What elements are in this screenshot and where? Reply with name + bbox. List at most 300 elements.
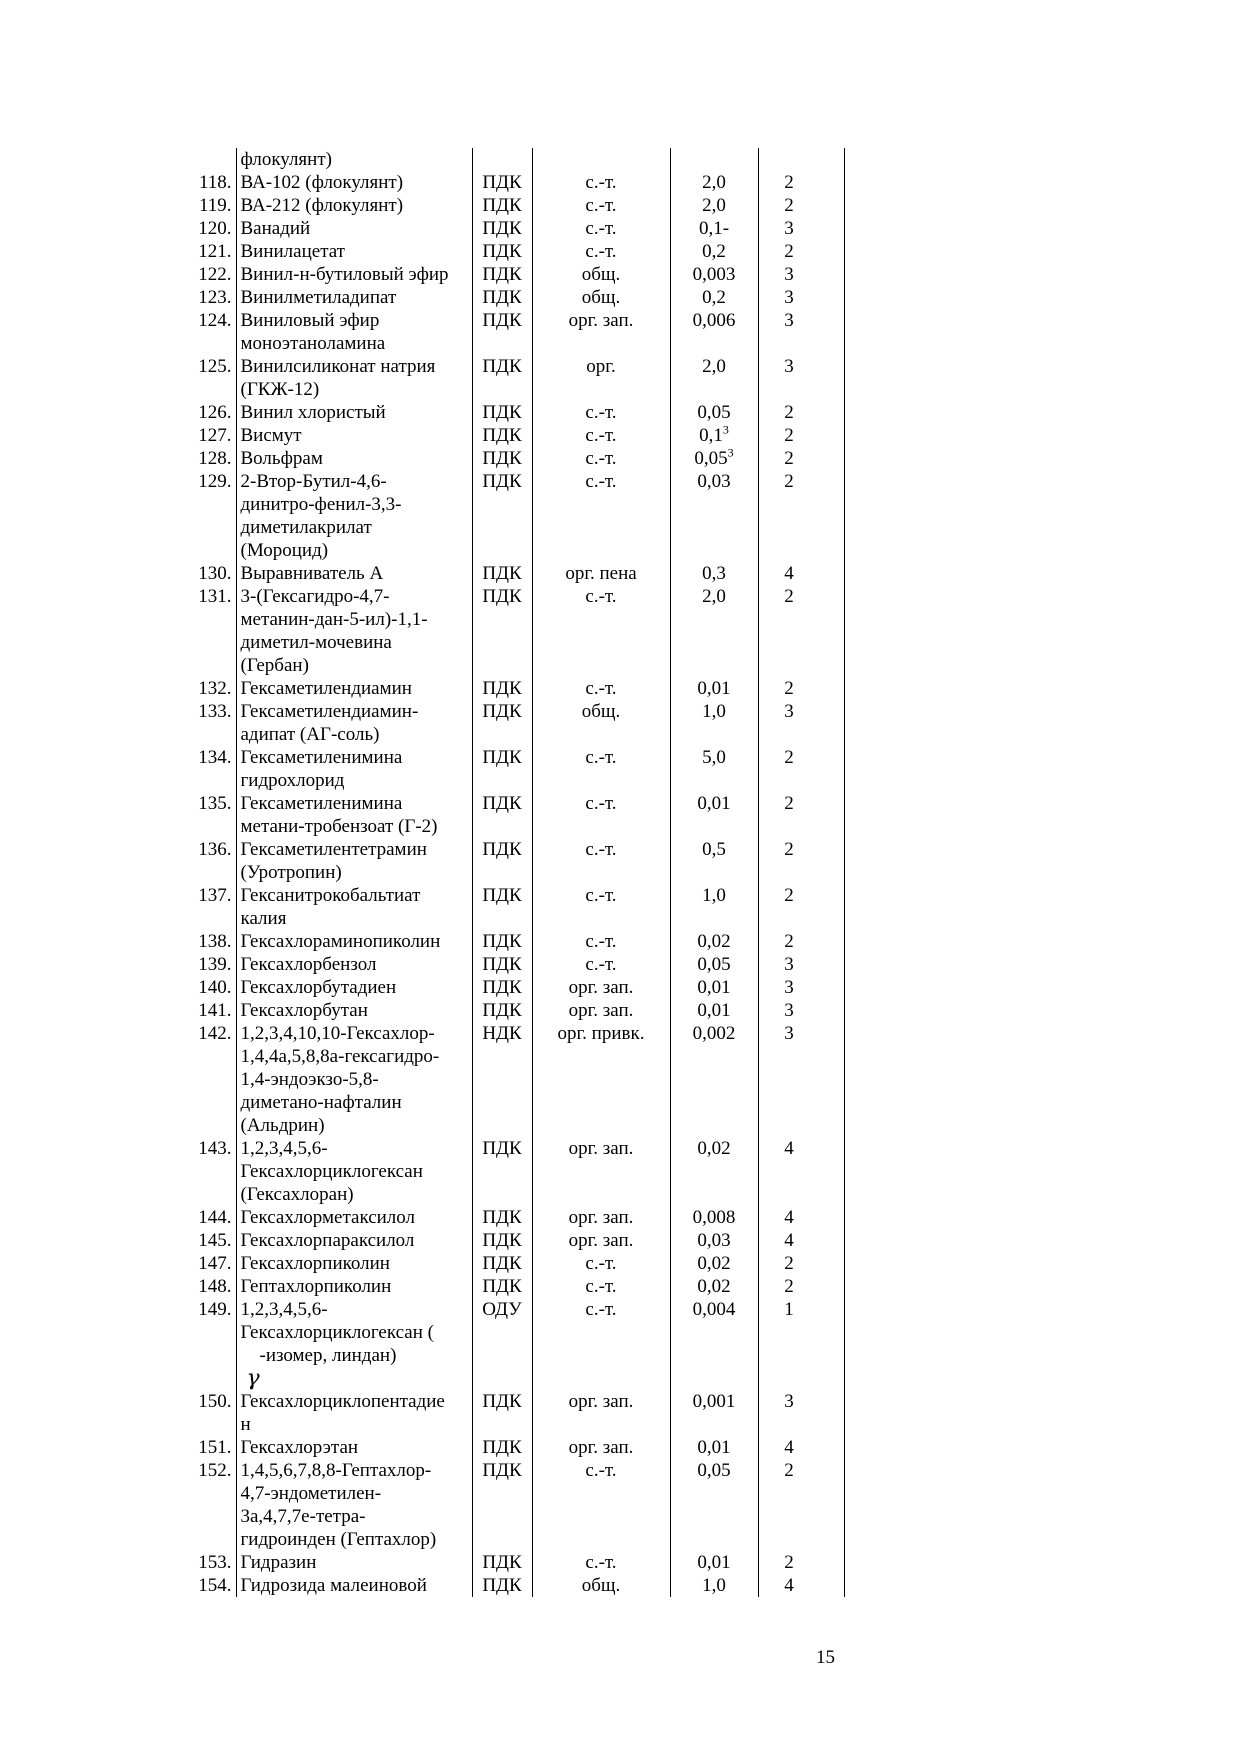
- norm-value-text: 0,008: [692, 1207, 736, 1228]
- substance-name: [236, 194, 472, 217]
- norm-value-text: 2,0: [702, 586, 726, 607]
- substance-name: [236, 562, 472, 585]
- norm-value-text: 0,001: [692, 1391, 736, 1412]
- hazard-class: 4: [758, 562, 844, 585]
- norm-value: [670, 1275, 758, 1298]
- norm-value: [670, 194, 758, 217]
- harm-sign: орг. зап.: [532, 999, 670, 1022]
- hazard-class: 3: [758, 700, 844, 746]
- substance-name: [236, 240, 472, 263]
- page-number: 15: [816, 1647, 835, 1668]
- norm-type: ПДК: [472, 677, 532, 700]
- norm-value-text: 0,004: [692, 1299, 736, 1320]
- substance-name-line: Гексаметиленимина: [240, 793, 403, 814]
- hazard-class: 4: [758, 1229, 844, 1252]
- substance-name-line: динитро-фенил-3,3-: [240, 494, 402, 515]
- substance-name-line: калия: [240, 908, 287, 929]
- norm-type: ПДК: [472, 1436, 532, 1459]
- harm-sign: общ.: [532, 286, 670, 309]
- substance-name: [236, 1574, 472, 1597]
- harm-sign: с.-т.: [532, 470, 670, 562]
- substance-name-line: (Гербан): [240, 655, 309, 676]
- hazard-class: 1: [758, 1298, 844, 1390]
- substance-name: [236, 171, 472, 194]
- norm-value-text: 1,0: [702, 885, 726, 906]
- norm-value-text: 0,05: [697, 1460, 731, 1481]
- substance-name-line: 1,4,5,6,7,8,8-Гептахлор-: [240, 1460, 432, 1481]
- harm-sign: общ.: [532, 263, 670, 286]
- substance-name: [236, 700, 472, 746]
- norm-type: ПДК: [472, 401, 532, 424]
- table-row: [186, 930, 844, 953]
- substance-name-line: ВА-102 (флокулянт): [240, 172, 404, 193]
- harm-sign: с.-т.: [532, 217, 670, 240]
- harm-sign: общ.: [532, 700, 670, 746]
- substance-name-line: 3а,4,7,7е-тетра-: [240, 1506, 366, 1527]
- substance-name-line: Гексахлорциклогексан: [240, 1161, 423, 1182]
- substance-name-line: Гексахлорбутан: [240, 1000, 368, 1021]
- row-number: 154.: [198, 1575, 232, 1596]
- table-row: [186, 171, 844, 194]
- norm-value-text: 0,02: [697, 1253, 731, 1274]
- hazard-class: 4: [758, 1436, 844, 1459]
- table-row: [186, 1022, 844, 1137]
- hazard-class: 2: [758, 424, 844, 447]
- hazard-class: 3: [758, 1022, 844, 1137]
- norm-type: ПДК: [472, 1252, 532, 1275]
- norm-value-text: 0,02: [697, 1138, 731, 1159]
- hazard-class: 3: [758, 263, 844, 286]
- table-row: [186, 976, 844, 999]
- harm-sign: орг. зап.: [532, 309, 670, 355]
- harm-sign: орг. привк.: [532, 1022, 670, 1137]
- hazard-class: 3: [758, 355, 844, 401]
- substance-name: [236, 355, 472, 401]
- substance-name: [236, 1459, 472, 1551]
- substance-name-line: Винил-н-бутиловый эфир: [240, 264, 449, 285]
- norm-value-text: 0,006: [692, 310, 736, 331]
- hazard-class: 2: [758, 1252, 844, 1275]
- norm-value: [670, 838, 758, 884]
- table-row: [186, 309, 844, 355]
- substance-name-line: (Гексахлоран): [240, 1184, 354, 1205]
- norm-value: [670, 1551, 758, 1574]
- harm-sign: с.-т.: [532, 424, 670, 447]
- substance-name-line: -изомер, линдан): [240, 1345, 397, 1366]
- substance-name: [236, 792, 472, 838]
- substance-name-line: Гексахлораминопиколин: [240, 931, 441, 952]
- row-number: 132.: [198, 678, 232, 699]
- substance-name: [236, 1390, 472, 1436]
- norm-value: [670, 1390, 758, 1436]
- norm-type: ПДК: [472, 1390, 532, 1436]
- norm-value: [670, 1137, 758, 1206]
- row-number: 142.: [198, 1023, 232, 1044]
- table-row: [186, 1390, 844, 1436]
- table-row: [186, 1574, 844, 1597]
- row-number: 149.: [198, 1299, 232, 1320]
- substance-name: [236, 884, 472, 930]
- harm-sign: орг. зап.: [532, 1436, 670, 1459]
- substance-name: [236, 1436, 472, 1459]
- substance-name-line: Гексахлорпиколин: [240, 1253, 390, 1274]
- norm-type: ПДК: [472, 562, 532, 585]
- substance-name: [236, 976, 472, 999]
- substance-name-line: н: [240, 1414, 251, 1435]
- substance-name: [236, 424, 472, 447]
- norm-type: ПДК: [472, 700, 532, 746]
- harm-sign: с.-т.: [532, 884, 670, 930]
- hazard-class: 3: [758, 999, 844, 1022]
- norm-value: [670, 976, 758, 999]
- norm-value: [670, 585, 758, 677]
- substance-name-line: 1,2,3,4,5,6-: [240, 1299, 328, 1320]
- table-row: [186, 263, 844, 286]
- harm-sign: с.-т.: [532, 930, 670, 953]
- harm-sign: с.-т.: [532, 194, 670, 217]
- norm-value: [670, 424, 758, 447]
- row-number: 135.: [198, 793, 232, 814]
- substance-name-line: ВА-212 (флокулянт): [240, 195, 404, 216]
- norm-type: ПДК: [472, 746, 532, 792]
- harm-sign: с.-т.: [532, 1551, 670, 1574]
- substance-name-line: диметил-мочевина: [240, 632, 392, 653]
- table-row: [186, 447, 844, 470]
- norm-value: [670, 1459, 758, 1551]
- substance-name-line: 3-(Гексагидро-4,7-: [240, 586, 390, 607]
- norm-type: ПДК: [472, 1275, 532, 1298]
- substance-name: [236, 1275, 472, 1298]
- norm-value: [670, 562, 758, 585]
- norm-type: НДК: [472, 1022, 532, 1137]
- table-row: [186, 1459, 844, 1551]
- substance-name: [236, 1298, 472, 1390]
- norm-value-text: 0,01: [697, 678, 731, 699]
- substance-name: [236, 263, 472, 286]
- row-number: 144.: [198, 1207, 232, 1228]
- hazard-class: 3: [758, 217, 844, 240]
- harm-sign: с.-т.: [532, 585, 670, 677]
- hazard-class: 2: [758, 1459, 844, 1551]
- norm-type: ПДК: [472, 1137, 532, 1206]
- substance-name: [236, 1252, 472, 1275]
- table-row: [186, 1229, 844, 1252]
- norm-type: ПДК: [472, 953, 532, 976]
- substance-name-line: Винилацетат: [240, 241, 345, 262]
- harm-sign: с.-т.: [532, 838, 670, 884]
- norm-type: ПДК: [472, 838, 532, 884]
- row-number: 122.: [198, 264, 232, 285]
- row-number: 143.: [198, 1138, 232, 1159]
- hazard-class: [758, 148, 844, 171]
- norm-type: ПДК: [472, 1574, 532, 1597]
- substance-name: [236, 447, 472, 470]
- table-row: [186, 1275, 844, 1298]
- norm-value-text: 0,01: [697, 977, 731, 998]
- harm-sign: с.-т.: [532, 953, 670, 976]
- row-number: [186, 148, 236, 171]
- row-number: 133.: [198, 701, 232, 722]
- substance-name-line: Гептахлорпиколин: [240, 1276, 392, 1297]
- norm-type: ПДК: [472, 999, 532, 1022]
- harm-sign: с.-т.: [532, 1459, 670, 1551]
- table-row: [186, 401, 844, 424]
- harm-sign: с.-т.: [532, 1252, 670, 1275]
- hazard-class: 2: [758, 447, 844, 470]
- hazard-class: 2: [758, 470, 844, 562]
- table-row: [186, 700, 844, 746]
- row-number: 123.: [198, 287, 232, 308]
- hazard-class: 2: [758, 838, 844, 884]
- norm-type: ПДК: [472, 792, 532, 838]
- norm-value-text: 0,02: [697, 1276, 731, 1297]
- substance-name: [236, 286, 472, 309]
- substance-name-line: Винил хлористый: [240, 402, 386, 423]
- harm-sign: с.-т.: [532, 401, 670, 424]
- substance-name-line: Выравниватель А: [240, 563, 384, 584]
- norm-value-text: 0,5: [702, 839, 726, 860]
- row-number: 128.: [198, 448, 232, 469]
- norm-type: ПДК: [472, 470, 532, 562]
- substance-name-line: Висмут: [240, 425, 302, 446]
- substance-name: [236, 217, 472, 240]
- footnote-mark: 3: [722, 422, 729, 437]
- row-number: 137.: [198, 885, 232, 906]
- substance-name-line: 1,2,3,4,5,6-: [240, 1138, 328, 1159]
- substance-name-line: Винилметиладипат: [240, 287, 397, 308]
- norm-value: [670, 999, 758, 1022]
- substance-name: [236, 148, 472, 171]
- norm-value: [670, 286, 758, 309]
- norm-value: [670, 1574, 758, 1597]
- substance-name-line: диметано-нафталин: [240, 1092, 402, 1113]
- norm-value-text: 0,01: [697, 1552, 731, 1573]
- substance-name-line: Гексаметилендиамин-: [240, 701, 419, 722]
- norm-value: [670, 447, 758, 470]
- substance-name-line: гидроинден (Гептахлор): [240, 1529, 437, 1550]
- harm-sign: орг. зап.: [532, 1229, 670, 1252]
- norm-value: [670, 930, 758, 953]
- table-row: [186, 424, 844, 447]
- hazard-class: 2: [758, 401, 844, 424]
- norm-value-text: 0,05: [697, 954, 731, 975]
- hazard-class: 3: [758, 953, 844, 976]
- substance-name-line: Гексахлорциклогексан (: [240, 1322, 434, 1343]
- norm-type: ПДК: [472, 355, 532, 401]
- hazard-class: 2: [758, 792, 844, 838]
- substance-name: [236, 677, 472, 700]
- hazard-class: 2: [758, 1551, 844, 1574]
- norm-value: [670, 746, 758, 792]
- norm-type: ПДК: [472, 194, 532, 217]
- table-row: [186, 1436, 844, 1459]
- row-number: 120.: [198, 218, 232, 239]
- substance-name-line: Вольфрам: [240, 448, 323, 469]
- substance-name: [236, 953, 472, 976]
- substance-name: [236, 1206, 472, 1229]
- row-number: 125.: [198, 356, 232, 377]
- substance-name-line: Ванадий: [240, 218, 311, 239]
- substances-table: [186, 148, 845, 1597]
- norm-type: ПДК: [472, 447, 532, 470]
- table-row: [186, 1551, 844, 1574]
- norm-value-text: 0,05: [697, 402, 731, 423]
- norm-type: ПДК: [472, 171, 532, 194]
- norm-value: [670, 953, 758, 976]
- hazard-class: 2: [758, 884, 844, 930]
- row-number: 119.: [198, 195, 232, 216]
- table-row: [186, 792, 844, 838]
- substance-name-line: Гексахлорэтан: [240, 1437, 359, 1458]
- norm-value: [670, 401, 758, 424]
- row-number: 141.: [198, 1000, 232, 1021]
- norm-type: ПДК: [472, 930, 532, 953]
- hazard-class: 2: [758, 930, 844, 953]
- norm-value: [670, 217, 758, 240]
- norm-type: [472, 148, 532, 171]
- row-number: 148.: [198, 1276, 232, 1297]
- row-number: 130.: [198, 563, 232, 584]
- substance-name: [236, 930, 472, 953]
- norm-value: [670, 1206, 758, 1229]
- harm-sign: общ.: [532, 1574, 670, 1597]
- table-row: [186, 1298, 844, 1390]
- norm-value-text: 0,03: [697, 1230, 731, 1251]
- norm-value: [670, 1252, 758, 1275]
- substance-name-line: (Мороцид): [240, 540, 329, 561]
- substance-name: [236, 309, 472, 355]
- norm-value: [670, 1229, 758, 1252]
- hazard-class: 4: [758, 1137, 844, 1206]
- hazard-class: 2: [758, 585, 844, 677]
- norm-value: [670, 792, 758, 838]
- row-number: 145.: [198, 1230, 232, 1251]
- harm-sign: с.-т.: [532, 746, 670, 792]
- harm-sign: с.-т.: [532, 1298, 670, 1390]
- substance-name-line: Гексахлорбензол: [240, 954, 377, 975]
- substance-name: [236, 1137, 472, 1206]
- harm-sign: орг. зап.: [532, 1206, 670, 1229]
- norm-type: ПДК: [472, 286, 532, 309]
- substance-name-line: 1,4,4а,5,8,8а-гексагидро-: [240, 1046, 440, 1067]
- table-row: [186, 148, 844, 171]
- row-number: 140.: [198, 977, 232, 998]
- harm-sign: с.-т.: [532, 240, 670, 263]
- substance-name-line: диметилакрилат: [240, 517, 372, 538]
- substance-name-line: Винилсиликонат натрия: [240, 356, 436, 377]
- hazard-class: 3: [758, 286, 844, 309]
- substance-name-line: Виниловый эфир: [240, 310, 380, 331]
- hazard-class: 4: [758, 1206, 844, 1229]
- harm-sign: с.-т.: [532, 792, 670, 838]
- norm-value: [670, 677, 758, 700]
- substance-name: [236, 838, 472, 884]
- substance-name: [236, 585, 472, 677]
- norm-type: ПДК: [472, 1551, 532, 1574]
- substance-name: [236, 470, 472, 562]
- hazard-class: 4: [758, 1574, 844, 1597]
- row-number: 147.: [198, 1253, 232, 1274]
- table-row: [186, 355, 844, 401]
- table-row: [186, 470, 844, 562]
- norm-value-text: 1,0: [702, 701, 726, 722]
- substance-name-line: (ГКЖ-12): [240, 379, 320, 400]
- norm-value: [670, 263, 758, 286]
- norm-value-text: 0,05: [694, 448, 728, 469]
- row-number: 118.: [198, 172, 232, 193]
- hazard-class: 2: [758, 171, 844, 194]
- substance-name-line: моноэтаноламина: [240, 333, 386, 354]
- table-row: [186, 1206, 844, 1229]
- row-number: 152.: [198, 1460, 232, 1481]
- table-row: [186, 194, 844, 217]
- norm-type: ПДК: [472, 1229, 532, 1252]
- substance-name-line: Гексанитрокобальтиат: [240, 885, 421, 906]
- table-row: [186, 585, 844, 677]
- harm-sign: орг. зап.: [532, 1390, 670, 1436]
- hazard-class: 2: [758, 194, 844, 217]
- norm-value-text: 0,2: [702, 287, 726, 308]
- norm-value: [670, 309, 758, 355]
- row-number: 124.: [198, 310, 232, 331]
- norm-value-text: 0,3: [702, 563, 726, 584]
- table-row: [186, 884, 844, 930]
- norm-value-text: 0,003: [692, 264, 736, 285]
- harm-sign: с.-т.: [532, 1275, 670, 1298]
- row-number: 138.: [198, 931, 232, 952]
- hazard-class: 3: [758, 1390, 844, 1436]
- substance-name: [236, 1022, 472, 1137]
- row-number: 139.: [198, 954, 232, 975]
- norm-type: ПДК: [472, 240, 532, 263]
- norm-value-text: 0,02: [697, 931, 731, 952]
- norm-value-text: 0,1-: [698, 218, 730, 239]
- table-row: [186, 1252, 844, 1275]
- norm-value-text: 0,2: [702, 241, 726, 262]
- substance-name-line: Гексахлорбутадиен: [240, 977, 397, 998]
- hazard-class: 2: [758, 677, 844, 700]
- harm-sign: с.-т.: [532, 171, 670, 194]
- harm-sign: орг. зап.: [532, 976, 670, 999]
- norm-type: ПДК: [472, 1206, 532, 1229]
- table-row: [186, 999, 844, 1022]
- table-row: [186, 1137, 844, 1206]
- row-number: 151.: [198, 1437, 232, 1458]
- norm-value-text: 0,01: [697, 1000, 731, 1021]
- row-number: 127.: [198, 425, 232, 446]
- norm-type: ПДК: [472, 309, 532, 355]
- norm-type: ПДК: [472, 976, 532, 999]
- hazard-class: 2: [758, 746, 844, 792]
- harm-sign: с.-т.: [532, 677, 670, 700]
- norm-value-text: 2,0: [702, 195, 726, 216]
- substance-name: [236, 746, 472, 792]
- norm-type: ПДК: [472, 263, 532, 286]
- table-row: [186, 286, 844, 309]
- substance-name-line: 4,7-эндометилен-: [240, 1483, 382, 1504]
- row-number: 129.: [198, 471, 232, 492]
- norm-value-text: 2,0: [702, 172, 726, 193]
- row-number: 150.: [198, 1391, 232, 1412]
- substance-name-line: (Уротропин): [240, 862, 342, 883]
- norm-value: [670, 171, 758, 194]
- substance-name-line: (Альдрин): [240, 1115, 325, 1136]
- table-body: [186, 148, 844, 1597]
- norm-value-text: 5,0: [702, 747, 726, 768]
- hazard-class: 2: [758, 240, 844, 263]
- norm-value: [670, 700, 758, 746]
- row-number: 126.: [198, 402, 232, 423]
